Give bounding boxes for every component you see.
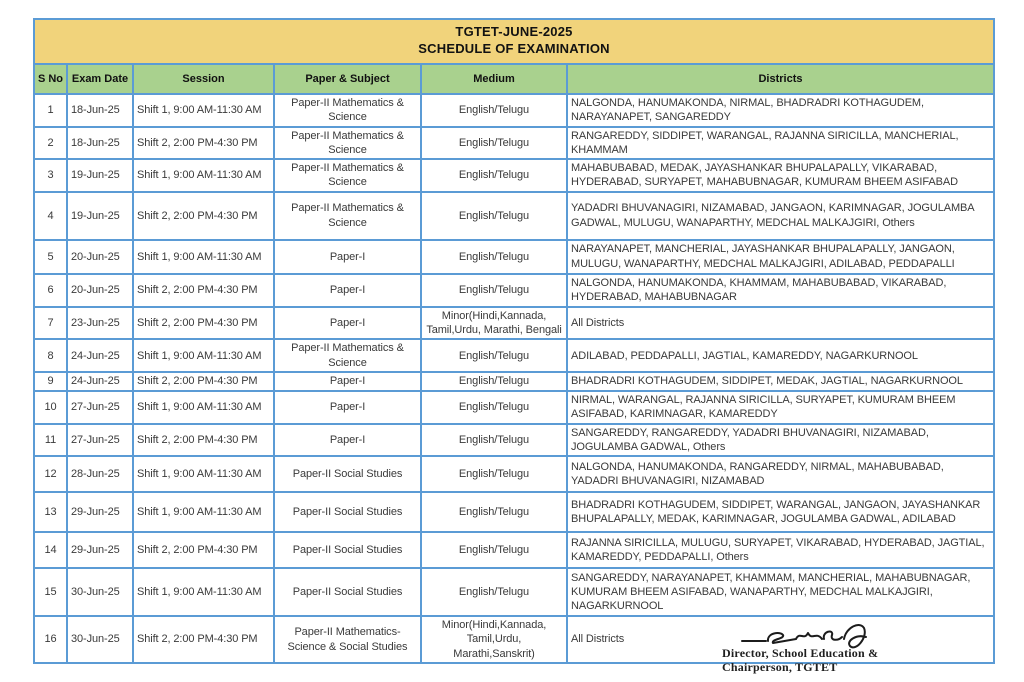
title-row <box>34 19 994 64</box>
cell-paper-subject: Paper-I <box>274 240 421 274</box>
header-s-no: S No <box>34 64 67 94</box>
cell-medium: English/Telugu <box>421 492 567 532</box>
page-subtitle: SCHEDULE OF EXAMINATION <box>418 41 610 56</box>
cell-paper-subject: Paper-II Mathematics & Science <box>274 339 421 372</box>
cell-districts: YADADRI BHUVANAGIRI, NIZAMABAD, JANGAON, KARIMNAGAR, JOGULAMBA GADWAL, MULUGU, WANAPARTHY, MEDCHAL MALKAJGIRI, Others <box>567 192 994 240</box>
cell-paper-subject: Paper-I <box>274 307 421 340</box>
cell-exam-date: 19-Jun-25 <box>67 159 133 192</box>
cell-medium: English/Telugu <box>421 339 567 372</box>
cell-paper-subject: Paper-II Social Studies <box>274 532 421 568</box>
cell-s-no: 12 <box>34 456 67 492</box>
cell-exam-date: 23-Jun-25 <box>67 307 133 340</box>
cell-medium: Minor(Hindi,Kannada, Tamil,Urdu, Marathi, Bengali <box>421 307 567 340</box>
table-row <box>34 492 994 532</box>
cell-exam-date: 27-Jun-25 <box>67 424 133 457</box>
table-row <box>34 532 994 568</box>
table-row <box>34 159 994 192</box>
schedule-sheet <box>33 18 993 664</box>
cell-paper-subject: Paper-II Mathematics- Science & Social Studies <box>274 616 421 663</box>
cell-districts: All Districts <box>567 307 994 340</box>
cell-exam-date: 24-Jun-25 <box>67 339 133 372</box>
cell-districts: All Districts <box>567 616 994 663</box>
table-body <box>34 94 994 663</box>
cell-paper-subject: Paper-I <box>274 424 421 457</box>
cell-session: Shift 1, 9:00 AM-11:30 AM <box>133 456 274 492</box>
cell-session: Shift 2, 2:00 PM-4:30 PM <box>133 274 274 307</box>
cell-districts: NARAYANAPET, MANCHERIAL, JAYASHANKAR BHUPALAPALLY, JANGAON, MULUGU, WANAPARTHY, MEDCHAL MALKAJGIRI, ADILABAD, PEDDAPALLI <box>567 240 994 274</box>
cell-districts: NALGONDA, HANUMAKONDA, KHAMMAM, MAHABUBABAD, VIKARABAD, HYDERABAD, MAHABUBNAGAR <box>567 274 994 307</box>
header-paper-subject: Paper & Subject <box>274 64 421 94</box>
table-row <box>34 568 994 616</box>
cell-districts: NALGONDA, HANUMAKONDA, RANGAREDDY, NIRMAL, MAHABUBABAD, YADADRI BHUVANAGIRI, NIZAMABAD <box>567 456 994 492</box>
cell-exam-date: 19-Jun-25 <box>67 192 133 240</box>
cell-session: Shift 1, 9:00 AM-11:30 AM <box>133 159 274 192</box>
cell-session: Shift 1, 9:00 AM-11:30 AM <box>133 568 274 616</box>
cell-exam-date: 28-Jun-25 <box>67 456 133 492</box>
cell-session: Shift 2, 2:00 PM-4:30 PM <box>133 532 274 568</box>
page-title: TGTET-JUNE-2025 <box>455 24 573 40</box>
cell-districts: SANGAREDDY, RANGAREDDY, YADADRI BHUVANAGIRI, NIZAMABAD, JOGULAMBA GADWAL, Others <box>567 424 994 457</box>
cell-session: Shift 1, 9:00 AM-11:30 AM <box>133 240 274 274</box>
cell-exam-date: 27-Jun-25 <box>67 391 133 424</box>
cell-districts: ADILABAD, PEDDAPALLI, JAGTIAL, KAMAREDDY, NAGARKURNOOL <box>567 339 994 372</box>
cell-exam-date: 18-Jun-25 <box>67 127 133 160</box>
cell-medium: English/Telugu <box>421 127 567 160</box>
cell-paper-subject: Paper-II Mathematics & Science <box>274 159 421 192</box>
cell-districts: RAJANNA SIRICILLA, MULUGU, SURYAPET, VIKARABAD, HYDERABAD, JAGTIAL, KAMAREDDY, PEDDAPALLI, Others <box>567 532 994 568</box>
table-row <box>34 391 994 424</box>
table-row <box>34 424 994 457</box>
signature-title-line2: Chairperson, TGTET <box>722 660 838 675</box>
schedule-table <box>33 18 995 664</box>
cell-s-no: 7 <box>34 307 67 340</box>
cell-exam-date: 30-Jun-25 <box>67 568 133 616</box>
table-row <box>34 240 994 274</box>
table-header-row <box>34 64 994 94</box>
header-medium: Medium <box>421 64 567 94</box>
cell-session: Shift 2, 2:00 PM-4:30 PM <box>133 307 274 340</box>
table-row <box>34 127 994 160</box>
cell-exam-date: 20-Jun-25 <box>67 274 133 307</box>
table-row <box>34 456 994 492</box>
cell-districts: BHADRADRI KOTHAGUDEM, SIDDIPET, MEDAK, JAGTIAL, NAGARKURNOOL <box>567 372 994 391</box>
header-districts: Districts <box>567 64 994 94</box>
cell-medium: Minor(Hindi,Kannada, Tamil,Urdu, Marathi,Sanskrit) <box>421 616 567 663</box>
cell-medium: English/Telugu <box>421 456 567 492</box>
cell-exam-date: 24-Jun-25 <box>67 372 133 391</box>
cell-medium: English/Telugu <box>421 192 567 240</box>
cell-s-no: 16 <box>34 616 67 663</box>
cell-paper-subject: Paper-II Mathematics & Science <box>274 192 421 240</box>
cell-session: Shift 1, 9:00 AM-11:30 AM <box>133 339 274 372</box>
table-row <box>34 274 994 307</box>
cell-exam-date: 30-Jun-25 <box>67 616 133 663</box>
cell-session: Shift 2, 2:00 PM-4:30 PM <box>133 372 274 391</box>
cell-s-no: 4 <box>34 192 67 240</box>
table-row <box>34 94 994 127</box>
cell-paper-subject: Paper-II Social Studies <box>274 456 421 492</box>
title-cell <box>34 19 994 64</box>
cell-paper-subject: Paper-II Social Studies <box>274 492 421 532</box>
cell-medium: English/Telugu <box>421 159 567 192</box>
cell-s-no: 9 <box>34 372 67 391</box>
cell-s-no: 2 <box>34 127 67 160</box>
cell-session: Shift 1, 9:00 AM-11:30 AM <box>133 94 274 127</box>
cell-s-no: 14 <box>34 532 67 568</box>
header-exam-date: Exam Date <box>67 64 133 94</box>
cell-medium: English/Telugu <box>421 274 567 307</box>
cell-districts: NIRMAL, WARANGAL, RAJANNA SIRICILLA, SURYAPET, KUMURAM BHEEM ASIFABAD, KARIMNAGAR, KAMAREDDY <box>567 391 994 424</box>
cell-medium: English/Telugu <box>421 94 567 127</box>
cell-districts: NALGONDA, HANUMAKONDA, NIRMAL, BHADRADRI KOTHAGUDEM, NARAYANAPET, SANGAREDDY <box>567 94 994 127</box>
cell-districts: BHADRADRI KOTHAGUDEM, SIDDIPET, WARANGAL, JANGAON, JAYASHANKAR BHUPALAPALLY, MEDAK, KARIMNAGAR, JOGULAMBA GADWAL, ADILABAD <box>567 492 994 532</box>
cell-session: Shift 1, 9:00 AM-11:30 AM <box>133 391 274 424</box>
cell-paper-subject: Paper-II Mathematics & Science <box>274 127 421 160</box>
cell-medium: English/Telugu <box>421 424 567 457</box>
cell-s-no: 13 <box>34 492 67 532</box>
cell-paper-subject: Paper-I <box>274 391 421 424</box>
signature-block <box>700 620 940 674</box>
cell-districts: SANGAREDDY, NARAYANAPET, KHAMMAM, MANCHERIAL, MAHABUBNAGAR, KUMURAM BHEEM ASIFABAD, WANAPARTHY, MEDCHAL MALKAJGIRI, NAGARKURNOOL <box>567 568 994 616</box>
cell-s-no: 8 <box>34 339 67 372</box>
cell-s-no: 1 <box>34 94 67 127</box>
cell-districts: MAHABUBABAD, MEDAK, JAYASHANKAR BHUPALAPALLY, VIKARABAD, HYDERABAD, SURYAPET, MAHABUBNAGAR, KUMURAM BHEEM ASIFABAD <box>567 159 994 192</box>
cell-paper-subject: Paper-I <box>274 372 421 391</box>
cell-paper-subject: Paper-II Mathematics & Science <box>274 94 421 127</box>
cell-exam-date: 29-Jun-25 <box>67 492 133 532</box>
cell-session: Shift 2, 2:00 PM-4:30 PM <box>133 127 274 160</box>
table-row <box>34 372 994 391</box>
cell-medium: English/Telugu <box>421 372 567 391</box>
table-row <box>34 339 994 372</box>
cell-medium: English/Telugu <box>421 568 567 616</box>
cell-s-no: 11 <box>34 424 67 457</box>
cell-districts: RANGAREDDY, SIDDIPET, WARANGAL, RAJANNA SIRICILLA, MANCHERIAL, KHAMMAM <box>567 127 994 160</box>
table-row <box>34 307 994 340</box>
cell-exam-date: 20-Jun-25 <box>67 240 133 274</box>
cell-s-no: 15 <box>34 568 67 616</box>
cell-session: Shift 1, 9:00 AM-11:30 AM <box>133 492 274 532</box>
cell-exam-date: 18-Jun-25 <box>67 94 133 127</box>
cell-medium: English/Telugu <box>421 391 567 424</box>
cell-medium: English/Telugu <box>421 240 567 274</box>
cell-exam-date: 29-Jun-25 <box>67 532 133 568</box>
cell-s-no: 6 <box>34 274 67 307</box>
cell-s-no: 5 <box>34 240 67 274</box>
cell-session: Shift 2, 2:00 PM-4:30 PM <box>133 424 274 457</box>
table-row <box>34 192 994 240</box>
cell-paper-subject: Paper-II Social Studies <box>274 568 421 616</box>
cell-session: Shift 2, 2:00 PM-4:30 PM <box>133 616 274 663</box>
header-session: Session <box>133 64 274 94</box>
cell-s-no: 10 <box>34 391 67 424</box>
cell-s-no: 3 <box>34 159 67 192</box>
cell-medium: English/Telugu <box>421 532 567 568</box>
cell-paper-subject: Paper-I <box>274 274 421 307</box>
signature-title-line1: Director, School Education & <box>722 646 879 660</box>
cell-session: Shift 2, 2:00 PM-4:30 PM <box>133 192 274 240</box>
